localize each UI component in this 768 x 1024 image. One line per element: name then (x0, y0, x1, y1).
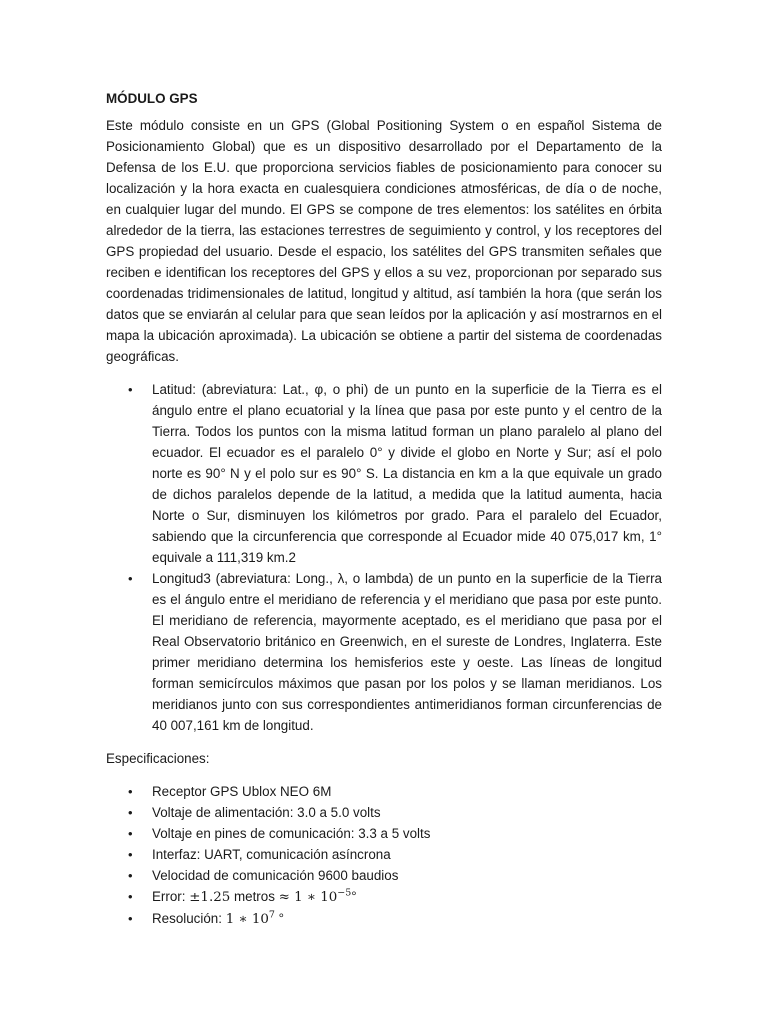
bullet-icon: • (128, 805, 133, 820)
spec-item-resolution (106, 908, 662, 930)
spec-item (106, 865, 662, 886)
spec-text: Voltaje en pines de comunicación: 3.3 a 5 volts (152, 826, 431, 841)
spec-item-error (106, 886, 662, 908)
list-item-longitud (106, 568, 662, 736)
spec-item (106, 781, 662, 802)
resolution-label: Resolución: (152, 911, 226, 926)
coordinates-list (106, 379, 662, 736)
specs-list (106, 781, 662, 930)
bullet-icon: • (128, 868, 133, 883)
spec-item (106, 844, 662, 865)
resolution-exponent: 7 (268, 909, 275, 921)
error-value: ±1.25 (189, 890, 231, 905)
bullet-icon: • (128, 571, 133, 586)
error-label: Error: (152, 889, 190, 904)
intro-paragraph: Este módulo consiste en un GPS (Global Positioning System o en español Sistema de Posicionamiento Global) que es un dispositivo desarrollado por el Departamento de la Defensa de los E.U. que proporciona servicios fiables de posicionamiento para conocer su localización y la hora exacta en cualesquiera condiciones atmosféricas, de día o de noche, en cualquier lugar del mundo. El GPS se compone de tres elementos: los satélites en órbita alrededor de la tierra, las estaciones terrestres de seguimiento y control, y los receptores del GPS propiedad del usuario. Desde el espacio, los satélites del GPS transmiten señales que reciben e identifican los receptores del GPS y ellos a su vez, proporcionan por separado sus coordenadas tridimensionales de latitud, longitud y altitud, así también la hora (que serán los datos que se enviarán al celular para que sean leídos por la aplicación y así mostrarnos en el mapa la ubicación aproximada). La ubicación se obtiene a partir del sistema de coordenadas geográficas. (106, 118, 662, 364)
error-degree: ° (351, 889, 357, 904)
error-exponent: −5 (337, 887, 352, 899)
bullet-icon: • (128, 826, 133, 841)
document-title: MÓDULO GPS (106, 91, 198, 106)
spec-item (106, 802, 662, 823)
document-body (106, 88, 662, 930)
spec-text: Velocidad de comunicación 9600 baudios (152, 868, 399, 883)
latitud-text: Latitud: (abreviatura: Lat., φ, o phi) de un punto en la superficie de la Tierra es el ángulo entre el plano ecuatorial y la línea que pasa por este punto y el centro de la Tierra. Todos los puntos con la misma latitud forman un plano paralelo al plano del ecuador. El ecuador es el paralelo 0° y divide el globo en Norte y Sur; así el polo norte es 90° N y el polo sur es 90° S. La distancia en km a la que equivale un grado de dichos paralelos depende de la latitud, a medida que la latitud aumenta, hacia Norte o Sur, disminuyen los kilómetros por grado. Para el paralelo del Ecuador, sabiendo que la circunferencia que corresponde al Ecuador mide 40 075,017 km, 1° equivale a 111,319 km.2 (152, 382, 662, 565)
bullet-icon: • (128, 382, 133, 397)
bullet-icon: • (128, 784, 133, 799)
spec-text: Voltaje de alimentación: 3.0 a 5.0 volts (152, 805, 381, 820)
spec-item (106, 823, 662, 844)
longitud-text: Longitud3 (abreviatura: Long., λ, o lambda) de un punto en la superficie de la Tierra es el ángulo entre el meridiano de referencia y el meridiano que pasa por este punto. El meridiano de referencia, mayormente aceptado, es el meridiano que pasa por el Real Observatorio británico en Greenwich, en el sureste de Londres, Inglaterra. Este primer meridiano determina los hemisferios este y oeste. Las líneas de longitud forman semicírculos máximos que pasan por los polos y se llaman meridianos. Los meridianos junto con sus correspondientes antimeridianos forman circunferencias de 40 007,161 km de longitud. (152, 571, 662, 733)
spec-text: Interfaz: UART, comunicación asíncrona (152, 847, 391, 862)
resolution-value: 1 ∗ 10 (225, 912, 269, 927)
error-approx: ≈ 1 ∗ 10 (278, 890, 338, 905)
bullet-icon: • (128, 889, 133, 904)
resolution-degree: ° (274, 911, 285, 926)
bullet-icon: • (128, 911, 133, 926)
specs-heading: Especificaciones: (106, 751, 210, 766)
bullet-icon: • (128, 847, 133, 862)
error-unit: metros (230, 889, 279, 904)
list-item-latitud (106, 379, 662, 568)
spec-text: Receptor GPS Ublox NEO 6M (152, 784, 332, 799)
